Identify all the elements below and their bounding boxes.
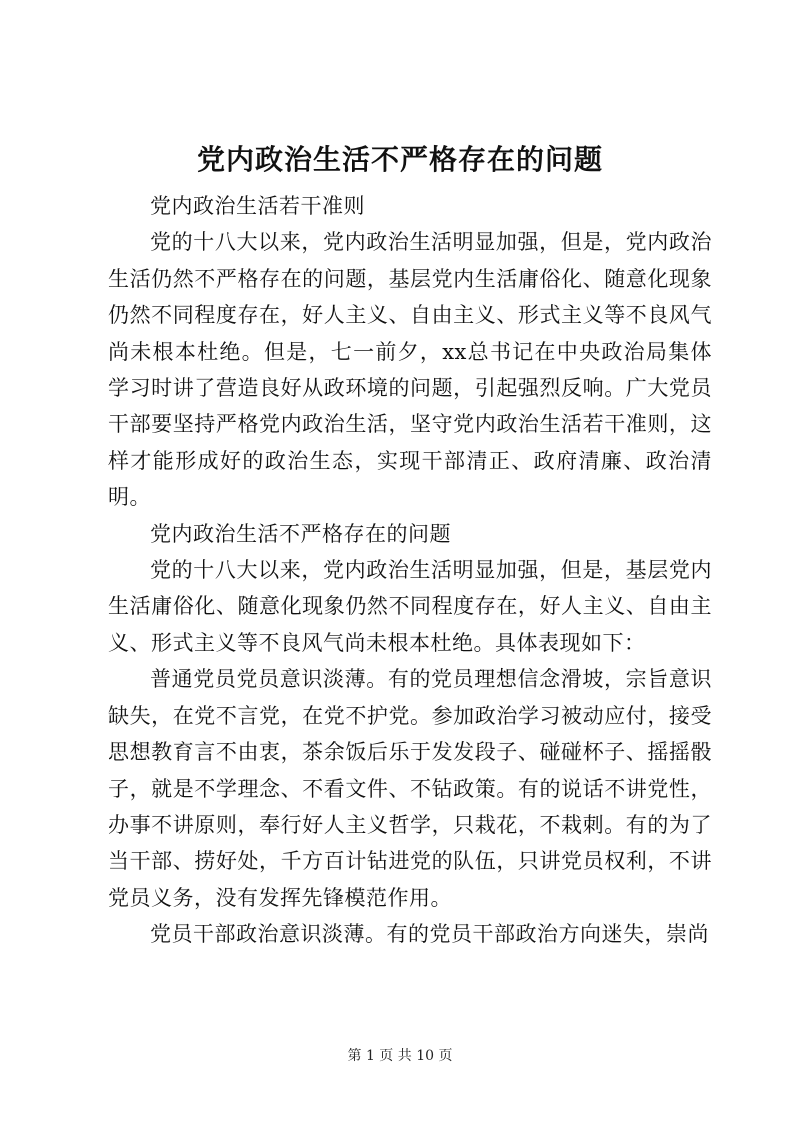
subheading-problems: 党内政治生活不严格存在的问题 — [150, 521, 451, 546]
page-footer: 第 1 页 共 10 页 — [347, 1048, 453, 1064]
document-body — [108, 188, 712, 953]
document-title: 党内政治生活不严格存在的问题 — [196, 143, 603, 176]
paragraph-cadres: 党员干部政治意识淡薄。有的党员干部政治方向迷失，崇尚 — [150, 922, 709, 947]
paragraph-overview: 党的十八大以来，党内政治生活明显加强，但是，基层党内生活庸俗化、随意化现象仍然不同程度存在，好人主义、自由主义、形式主义等不良风气尚未根本杜绝。具体表现如下： — [108, 558, 712, 655]
paragraph-ordinary-members: 普通党员党员意识淡薄。有的党员理想信念滑坡，宗旨意识缺失，在党不言党，在党不护党。参加政治学习被动应付，接受思想教育言不由衷，茶余饭后乐于发发段子、碰碰杯子、摇摇骰子，就是不学理念、不看文件、不钻政策。有的说话不讲党性，办事不讲原则，奉行好人主义哲学，只栽花，不栽刺。有的为了当干部、捞好处，千方百计钻进党的队伍，只讲党员权利，不讲党员义务，没有发挥先锋模范作用。 — [108, 667, 712, 910]
paragraph-intro: 党的十八大以来，党内政治生活明显加强，但是，党内政治生活仍然不严格存在的问题，基层党内生活庸俗化、随意化现象仍然不同程度存在，好人主义、自由主义、形式主义等不良风气尚未根本杜绝。但是，七一前夕，xx总书记在中央政治局集体学习时讲了营造良好从政环境的问题，引起强烈反响。广大党员干部要坚持严格党内政治生活，坚守党内政治生活若干准则，这样才能形成好的政治生态，实现干部清正、政府清廉、政治清明。 — [108, 230, 712, 510]
subheading-guidelines: 党内政治生活若干准则 — [150, 194, 365, 218]
